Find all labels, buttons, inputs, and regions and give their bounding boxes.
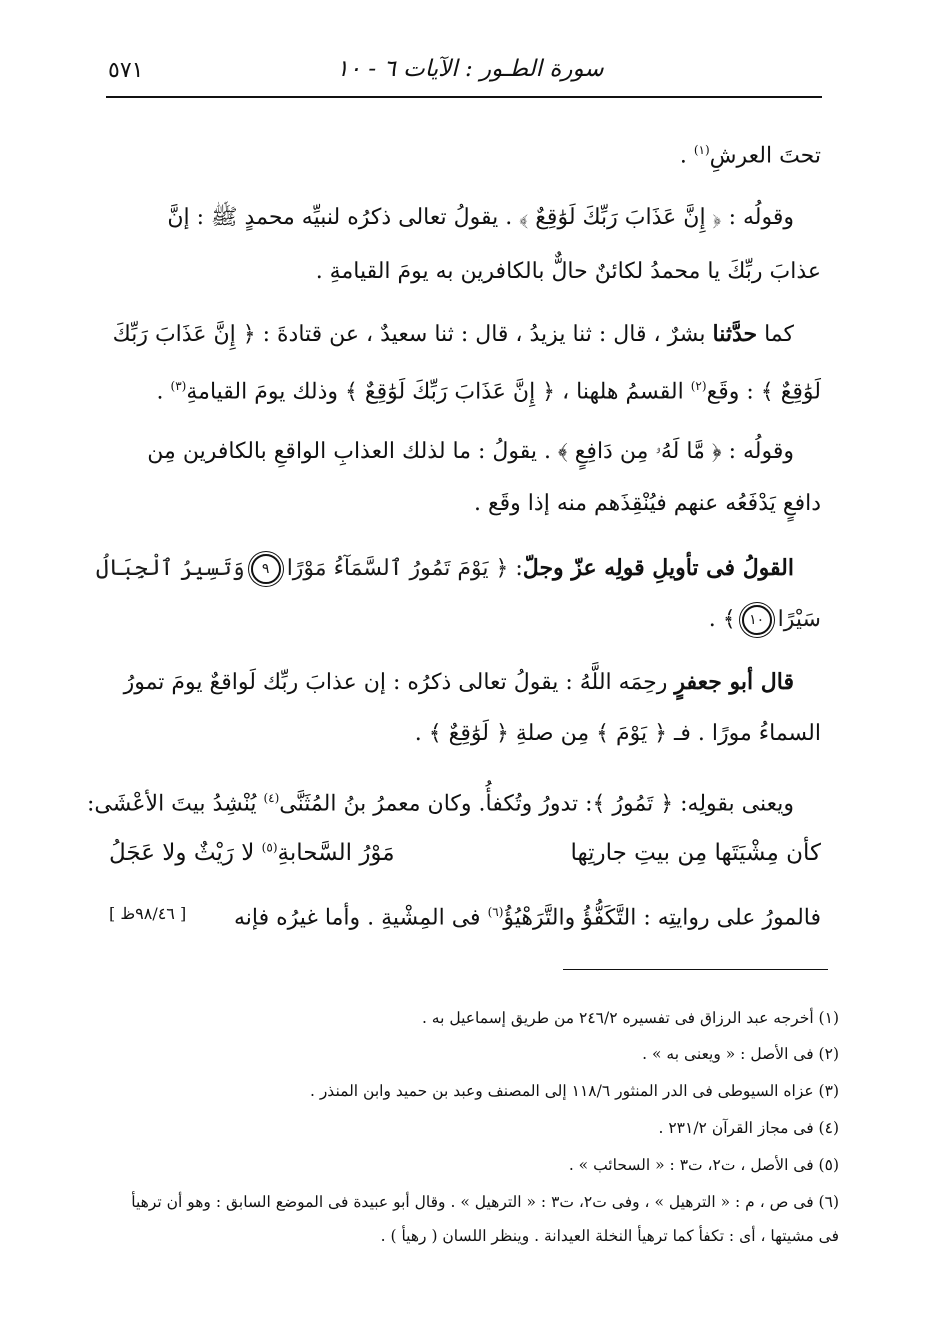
text-segment: ﴾ . xyxy=(708,607,736,632)
header-rule xyxy=(106,96,822,98)
author-name: قال أبو جعفرٍ xyxy=(674,669,794,695)
quran-verse: سَيْرًا xyxy=(777,607,821,632)
text-segment: لَوَٰقِعٌ ﴾ : وقَع xyxy=(706,379,821,405)
footnote-3: (٣) عزاه السيوطى فى الدر المنثور ١١٨/٦ إلى المصنف وعبد بن حميد وابن المنذر . xyxy=(309,1082,839,1100)
footnote-6-continued: فى مشيتها ، أى : تكفأ كما ترهيأ النخلة العيدانة . وينظر اللسان ( رهيأ ) . xyxy=(380,1227,839,1245)
text-line-11: السماءُ مورًا . فـ ﴿ يَوْمَ ﴾ مِن صلةِ ﴿ لَوَٰقِعٌ ﴾ . xyxy=(414,721,821,746)
text-line-6: وقولُه : ﴿ مَّا لَهُۥ مِن دَافِعٍ ﴾ . يقولُ : ما لذلك العذابِ الواقعِ بالكافرين مِن xyxy=(147,439,794,464)
footnote-ref-2[interactable]: (٢) xyxy=(690,379,707,393)
section-heading: القولُ فى تأويلِ قولِه عزّ وجلّ xyxy=(522,555,794,581)
text-line-10 xyxy=(109,666,794,699)
text-line-2: وقولُه : ﴿ إِنَّ عَذَابَ رَبِّكَ لَوَٰقِعٌ ﴾ . يقولُ تعالى ذكرُه لنبيِّه محمدٍ ﷺ : إنَّ xyxy=(167,205,794,230)
footnote-ref-6[interactable]: (٦) xyxy=(487,905,504,919)
text-line-3: عذابَ ربِّكَ يا محمدُ لكائنٌ حالٌّ بالكافرين به يومَ القيامةِ . xyxy=(315,259,821,284)
text-segment: كما xyxy=(757,322,794,347)
poem-first-hemistich: كأن مِشْيَتَها مِن بيتِ جارتِها xyxy=(570,840,821,866)
footnote-5: (٥) فى الأصل ، ت٢، ت٣ : « السحائب » . xyxy=(568,1156,839,1174)
text-line-5 xyxy=(109,370,821,408)
running-header-title: سورة الطـور : الآيات ٦ - ١٠ xyxy=(336,56,604,82)
footnote-1: (١) أخرجه عبد الرزاق فى تفسيره ٢٤٦/٢ من طريق إسماعيل به . xyxy=(421,1009,839,1027)
footnote-ref-4[interactable]: (٤) xyxy=(263,791,280,805)
footnote-separator xyxy=(563,969,828,970)
text-segment: فى المِشْيةِ . وأما غيرُه فإنه xyxy=(234,905,488,931)
verse-number-marker: ٩ xyxy=(251,554,281,584)
text-line-9 xyxy=(109,604,821,636)
text-segment: ويعنى بقولِه: ﴿ تَمُورُ ﴾: تدورُ وتُكفأُ. وكان معمرُ بنُ المُثَنَّى xyxy=(279,791,794,817)
text-line-7: دافعٍ يَدْفَعُه عنهم فيُنْقِذَهم منه إذا وقَع . xyxy=(473,491,821,516)
text-line-4 xyxy=(109,318,794,351)
text-segment: . xyxy=(679,143,694,169)
verse-number-marker: ١٠ xyxy=(742,605,772,635)
quran-verse: : ﴿ يَوْمَ تَمُورُ ٱلسَّمَآءُ مَوْرًا xyxy=(286,556,523,581)
poem-second-hemistich xyxy=(109,840,395,866)
footnote-ref-3[interactable]: (٣) xyxy=(170,379,187,393)
section-heading-line xyxy=(95,552,794,585)
text-segment: رحِمَه اللَّهُ : يقولُ تعالى ذكرُه : إن عذابَ ربِّك لَواقعٌ يومَ تمورُ xyxy=(123,670,675,695)
quran-verse: وَتَسِيرُ ٱلْجِبَالُ xyxy=(95,556,245,581)
isnad-keyword: حدَّثنا xyxy=(712,321,758,347)
footnote-2: (٢) فى الأصل : « ويعنى به » . xyxy=(642,1045,839,1063)
text-segment: بشرٌ ، قال : ثنا يزيدُ ، قال : ثنا سعيدٌ ، عن قتادةَ : ﴿ إِنَّ عَذَابَ رَبِّكَ xyxy=(112,322,713,347)
text-segment: فالمورُ على روايتِه : التَّكَفُّؤُ والتَّرَهْيُؤُ xyxy=(503,905,821,931)
text-line-1 xyxy=(109,134,821,172)
footnote-ref-5[interactable]: (٥) xyxy=(261,840,278,855)
text-segment: تحتَ العرشِ xyxy=(709,143,821,169)
text-segment: لا رَيْثٌ ولا عَجَلُ xyxy=(109,840,262,866)
page-number: ٥٧١ xyxy=(108,58,144,83)
manuscript-folio-marker: [ ٩٨/٤٦ظ ] xyxy=(109,904,187,923)
text-line-13 xyxy=(109,896,821,934)
text-segment: القسمُ هلهنا ، ﴿ إِنَّ عَذَابَ رَبِّكَ لَوَٰقِعٌ ﴾ وذلك يومَ القيامةِ xyxy=(186,379,691,405)
footnote-ref-1[interactable]: (١) xyxy=(693,143,710,157)
text-segment: مَوْرُ السَّحابةِ xyxy=(277,840,395,866)
text-segment: . xyxy=(156,379,171,405)
text-segment: يُنْشِدُ بيتَ الأعْشَى: xyxy=(87,791,264,817)
footnote-4: (٤) فى مجاز القرآن ٢٣١/٢ . xyxy=(658,1119,839,1137)
text-line-12 xyxy=(87,782,794,820)
footnote-6: (٦) فى ص ، م : « الترهيل » ، وفى ت٢، ت٣ : « الترهيل » . وقال أبو عبيدة فى الموضع السابق : وهو أن ترهيأ xyxy=(131,1193,839,1211)
